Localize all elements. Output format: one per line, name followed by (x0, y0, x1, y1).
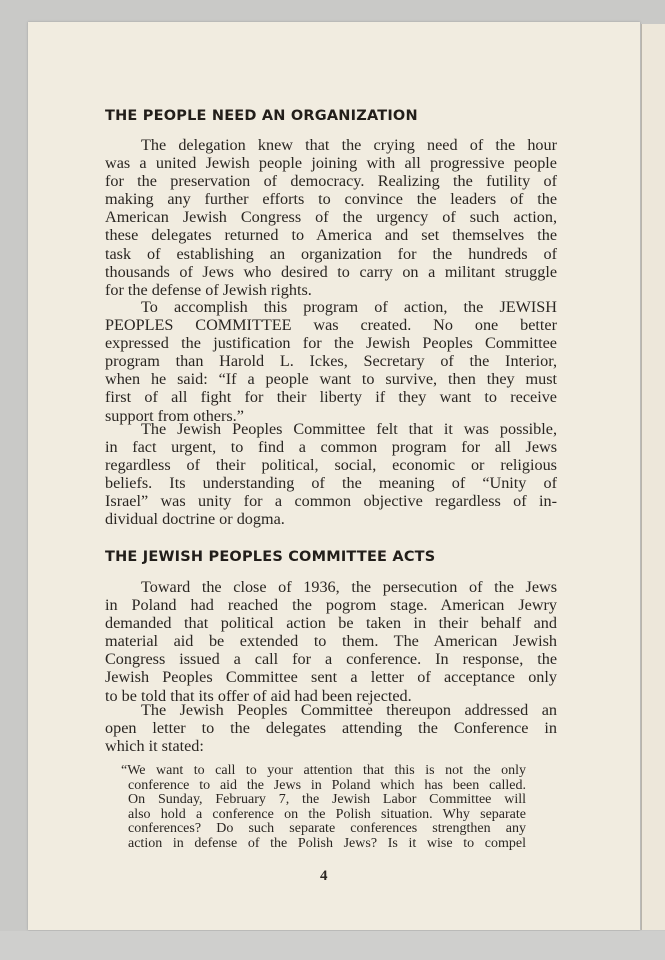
section-heading-organization: THE PEOPLE NEED AN ORGANIZATION (105, 108, 418, 124)
text-line: To accomplish this program of action, the JEWISH (141, 298, 557, 316)
text-line: Toward the close of 1936, the persecution of the Jews (141, 578, 557, 596)
text-line: which it stated: (105, 737, 204, 756)
text-line: thousands of Jews who desired to carry on a militant struggle (105, 262, 557, 281)
text-line: when he said: “If a people want to survive, then they must (105, 370, 557, 389)
text-line: American Jewish Congress of the urgency of such action, (105, 208, 557, 227)
text-line: PEOPLES COMMITTEE was created. No one better (105, 316, 557, 335)
text-line: Jewish Peoples Committee sent a letter of acceptance only (105, 668, 557, 687)
paragraph (105, 298, 557, 425)
text-line: open letter to the delegates attending the Conference in (105, 719, 557, 738)
text-line: On Sunday, February 7, the Jewish Labor Committee will (128, 792, 526, 808)
text-line: conference to aid the Jews in Poland which has been called. (128, 777, 526, 793)
block-quote (121, 763, 526, 852)
text-line: program than Harold L. Ickes, Secretary of the Interior, (105, 352, 557, 371)
text-line: in Poland had reached the pogrom stage. American Jewry (105, 596, 557, 615)
scan-background (0, 931, 665, 960)
text-line: for the preservation of democracy. Realizing the futility of (105, 172, 557, 191)
text-line: dividual doctrine or dogma. (105, 510, 285, 529)
text-line: The Jewish Peoples Committee thereupon addressed an (141, 701, 557, 719)
section-heading-committee-acts: THE JEWISH PEOPLES COMMITTEE ACTS (105, 549, 436, 565)
text-line: for the defense of Jewish rights. (105, 280, 312, 299)
text-line: also hold a conference on the Polish situation. Why separate (128, 806, 526, 822)
text-line: “We want to call to your attention that this is not the only (121, 763, 526, 778)
text-line: The Jewish Peoples Committee felt that it was possible, (141, 420, 557, 438)
text-line: demanded that political action be taken in their behalf and (105, 614, 557, 633)
text-line: first of all fight for their liberty if they want to receive (105, 388, 557, 407)
paragraph (105, 701, 557, 755)
text-line: The delegation knew that the crying need of the hour (141, 136, 557, 154)
text-line: Israel” was unity for a common objective regardless of in- (105, 492, 557, 511)
text-line: regardless of their political, social, economic or religious (105, 456, 557, 475)
text-line: was a united Jewish people joining with all progressive people (105, 154, 557, 173)
text-line: Congress issued a call for a conference. In response, the (105, 650, 557, 669)
text-line: making any further efforts to convince the leaders of the (105, 190, 557, 209)
text-line: beliefs. Its understanding of the meaning of “Unity of (105, 474, 557, 493)
text-line: task of establishing an organization for the hundreds of (105, 244, 557, 263)
paragraph (105, 420, 557, 529)
text-line: in fact urgent, to find a common program for all Jews (105, 438, 557, 457)
text-line: action in defense of the Polish Jews? Is it wise to compel (128, 835, 526, 851)
text-line: support from others.” (105, 406, 244, 425)
text-line: conferences? Do such separate conferences strengthen any (128, 821, 526, 837)
next-page-edge (641, 24, 665, 930)
paragraph (105, 578, 557, 705)
text-line: expressed the justification for the Jewish Peoples Committee (105, 334, 557, 353)
paragraph (105, 136, 557, 299)
page-number: 4 (320, 868, 328, 884)
text-line: to be told that its offer of aid had been rejected. (105, 686, 412, 705)
text-line: material aid be extended to them. The American Jewish (105, 632, 557, 651)
text-line: these delegates returned to America and set themselves the (105, 226, 557, 245)
